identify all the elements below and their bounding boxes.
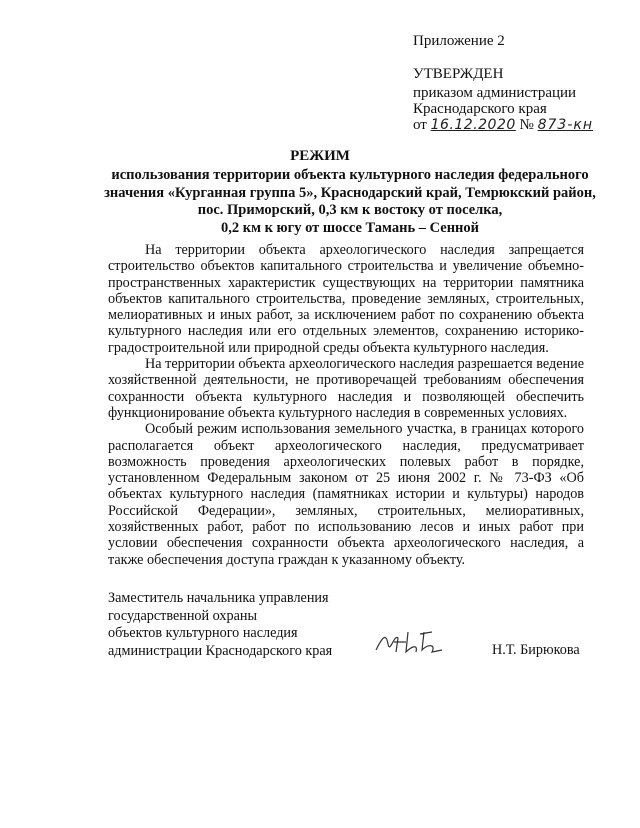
subtitle-line: пос. Приморский, 0,3 км к востоку от поселка, xyxy=(197,202,503,218)
handwritten-signature xyxy=(372,624,452,660)
subtitle-line: 0,2 км к югу от шоссе Тамань – Сенной xyxy=(220,219,480,236)
position-line: объектов культурного наследия xyxy=(108,625,298,641)
position-line: администрации Краснодарского края xyxy=(108,642,333,659)
paragraph: На территории объекта археологического наследия запрещается строительство объектов капитального строительства и увеличение объемно-пространственных характеристик существующих на территории памятника объектов капитального строительства, проведение земляных, строительных, мелиоративных и иных работ, за исключением работ по сохранению объекта культурного наследия или его отдельных элементов, сохранению историко-градостроительной или природной среды объекта культурного наследия. xyxy=(108,242,584,356)
document-body xyxy=(108,242,584,568)
document-title: РЕЖИМ xyxy=(290,148,350,164)
approval-date-line xyxy=(413,117,593,133)
paragraph: Особый режим использования земельного участка, в границах которого располагается объект археологического наследия, предусматривает возможность проведения археологических полевых работ в порядке, установленном Федеральным законом от 25 июня 2002 г. № 73-ФЗ «Об объектах культурного наследия (памятниках истории и культуры) народов Российской Федерации», земляных, строительных, мелиоративных, хозяйственных работ, работ по использованию лесов и иных работ при условии обеспечения сохранности объекта археологического наследия, а также обеспечения доступа граждан к указанному объекту. xyxy=(108,421,584,568)
approved-line-1: приказом администрации xyxy=(413,85,577,101)
position-line: государственной охраны xyxy=(108,607,258,624)
paragraph: На территории объекта археологического наследия разрешается ведение хозяйственной деятельности, не противоречащей требованиям обеспечения сохранности объекта культурного наследия и позволяющей обеспечить функционирование объекта культурного наследия в современных условиях. xyxy=(108,356,584,421)
appendix-label: Приложение 2 xyxy=(413,33,505,49)
signer-name: Н.Т. Бирюкова xyxy=(492,642,580,658)
signature-position xyxy=(108,590,332,660)
subtitle-line: значения «Курганная группа 5», Краснодарский край, Темрюкский район, xyxy=(104,184,596,201)
number-label: № xyxy=(519,117,534,133)
handwritten-number: 873-кн xyxy=(537,117,593,133)
document-subtitle xyxy=(100,167,600,237)
position-line: Заместитель начальника управления xyxy=(108,590,329,606)
from-label: от xyxy=(413,117,427,133)
handwritten-date: 16.12.2020 xyxy=(430,117,516,133)
approved-title: УТВЕРЖДЕН xyxy=(413,66,504,82)
approved-line-2: Краснодарского края xyxy=(413,101,547,117)
subtitle-line: использования территории объекта культурного наследия федерального xyxy=(111,167,589,183)
approval-block xyxy=(413,66,593,133)
